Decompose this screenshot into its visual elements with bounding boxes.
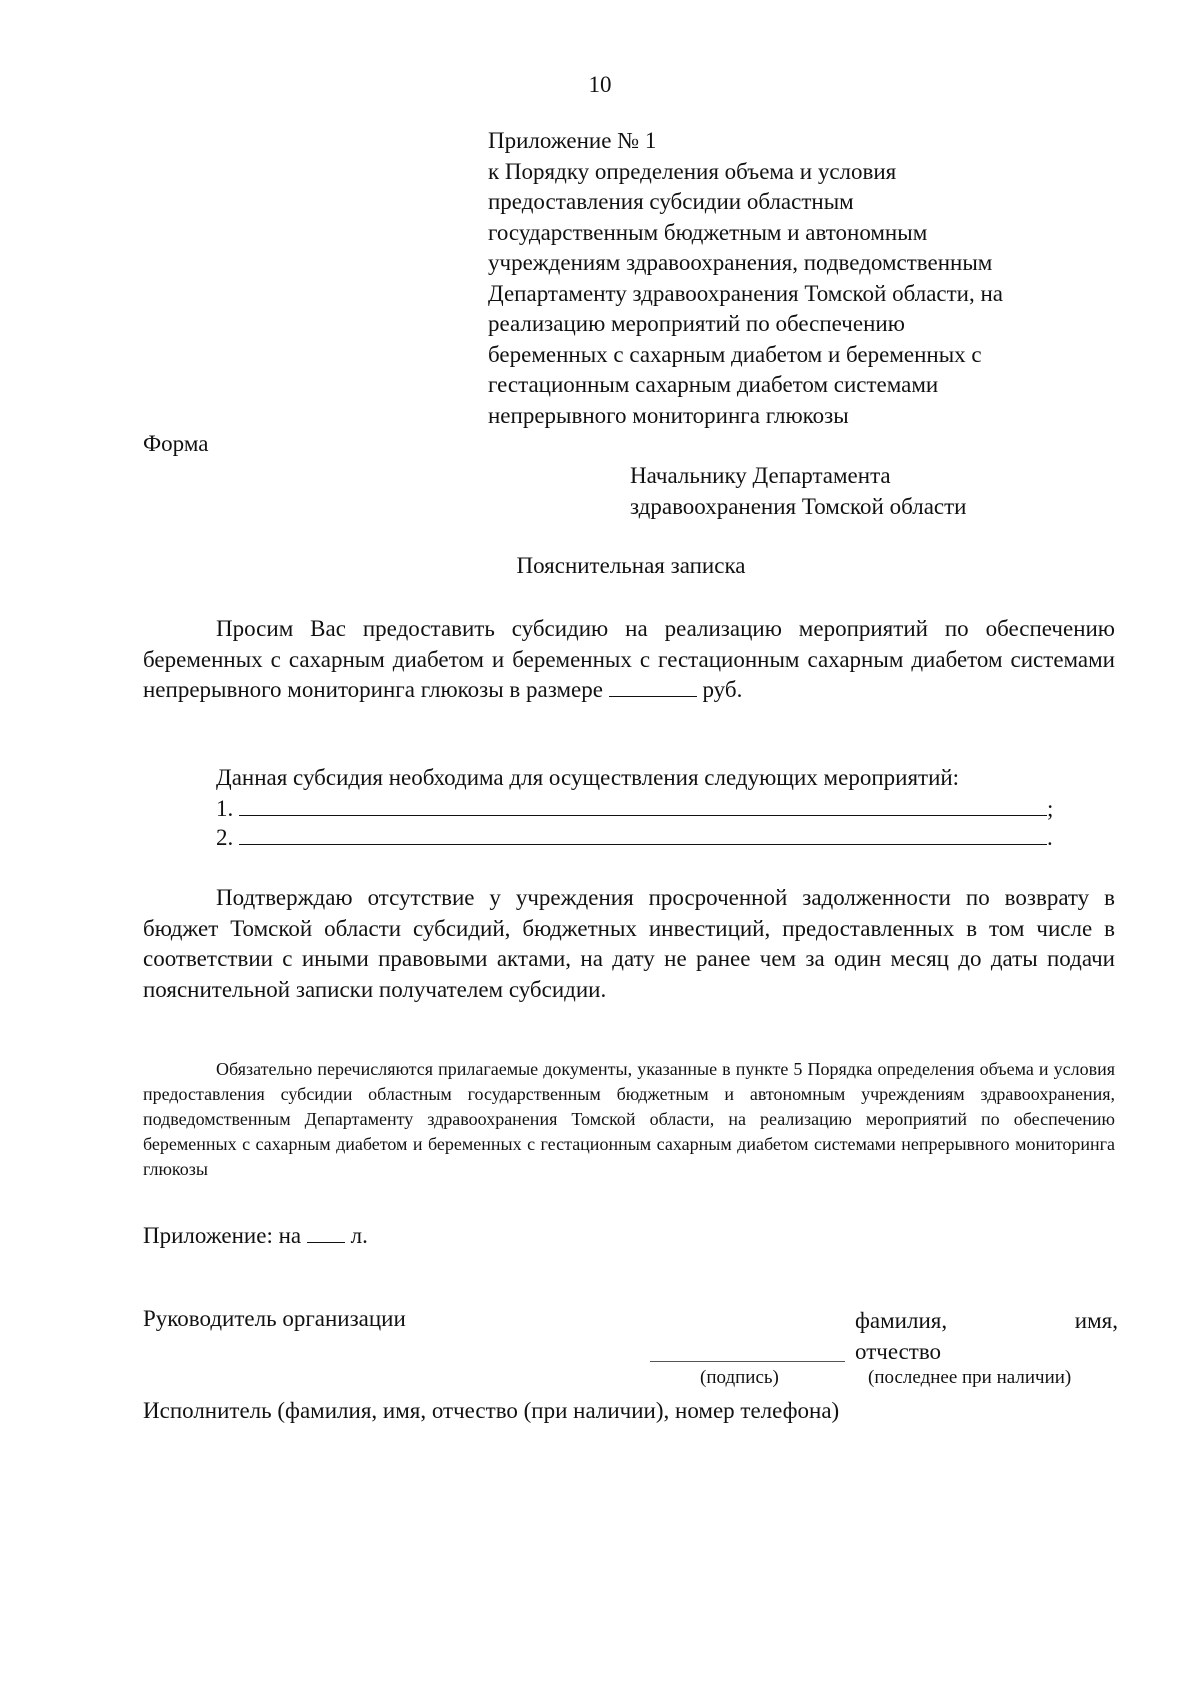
fio-row xyxy=(855,1306,1118,1337)
appendix-line: реализацию мероприятий по обеспечению xyxy=(488,311,905,336)
patronymic-caption: (последнее при наличии) xyxy=(868,1367,1072,1388)
signature-line[interactable] xyxy=(650,1361,845,1362)
activity-blank[interactable] xyxy=(239,794,1047,816)
pages-blank[interactable] xyxy=(307,1221,345,1243)
appendix-line: предоставления субсидии областным xyxy=(488,189,854,214)
appendix-line: Департаменту здравоохранения Томской области, на xyxy=(488,280,1003,306)
appendix-line: непрерывного мониторинга глюкозы xyxy=(488,402,849,428)
confirm-paragraph xyxy=(143,883,1115,1005)
page-number: 10 xyxy=(588,72,612,97)
appendix-line: учреждениям здравоохранения, подведомственным xyxy=(488,250,993,275)
activity-number: 1. xyxy=(216,796,234,821)
request-text: Просим Вас предоставить субсидию на реализацию мероприятий по обеспечению беременных с сахарным диабетом и беременных с гестационным сахарным диабетом системами непрерывного мониторинга глюкозы в размере xyxy=(143,616,1115,702)
activity-item xyxy=(216,794,1053,822)
appendix-line: Приложение № 1 xyxy=(488,128,657,153)
fio-block xyxy=(855,1306,1118,1367)
attachment-prefix: Приложение: на xyxy=(143,1223,302,1248)
head-label: Руководитель организации xyxy=(143,1306,406,1331)
appendix-header xyxy=(488,126,1128,431)
request-paragraph xyxy=(143,614,1115,706)
confirm-text: Подтверждаю отсутствие у учреждения просроченной задолженности по возврату в бюджет Томской области субсидий, бюджетных инвестиций, предоставленных в том числе в соответствии с иными правовыми актами, на дату не ранее чем за один месяц до даты подачи пояснительной записки получателем субсидии. xyxy=(143,885,1115,1002)
executor-line: Исполнитель (фамилия, имя, отчество (при наличии), номер телефона) xyxy=(143,1398,840,1423)
appendix-line: государственным бюджетным и автономным xyxy=(488,219,928,245)
activity-item xyxy=(216,823,1053,851)
attachments-note xyxy=(143,1057,1115,1182)
signature-caption: (подпись) xyxy=(700,1367,779,1388)
attachment-suffix: л. xyxy=(350,1223,368,1248)
attachment-line xyxy=(143,1221,368,1249)
activities-intro: Данная субсидия необходима для осуществления следующих мероприятий: xyxy=(216,765,960,790)
activity-blank[interactable] xyxy=(239,823,1047,845)
appendix-line: гестационным сахарным диабетом системами xyxy=(488,372,939,397)
form-label: Форма xyxy=(143,431,209,456)
currency-label: руб. xyxy=(702,677,743,702)
fio-word: фамилия, xyxy=(855,1308,948,1333)
activity-end: . xyxy=(1047,825,1053,850)
addressee-block xyxy=(630,461,966,522)
note-text: Обязательно перечисляются прилагаемые документы, указанные в пункте 5 Порядка определения объема и условия предоставления субсидии областным государственным бюджетным и автономным учреждениям здравоохранения, подведомственным Департаменту здравоохранения Томской области, на реализацию мероприятий по обеспечению беременных с сахарным диабетом и беременных с гестационным сахарным диабетом системами непрерывного мониторинга глюкозы xyxy=(143,1059,1115,1179)
appendix-line: беременных с сахарным диабетом и беременных с xyxy=(488,341,982,367)
fio-word: имя, xyxy=(1074,1308,1118,1333)
appendix-line: к Порядку определения объема и условия xyxy=(488,158,897,184)
document-title: Пояснительная записка xyxy=(516,553,746,578)
amount-blank[interactable] xyxy=(609,675,697,697)
activity-end: ; xyxy=(1047,796,1054,821)
addressee-line: Начальнику Департамента xyxy=(630,463,891,488)
fio-word: отчество xyxy=(855,1338,942,1364)
addressee-line: здравоохранения Томской области xyxy=(630,493,967,519)
activity-number: 2. xyxy=(216,825,234,850)
